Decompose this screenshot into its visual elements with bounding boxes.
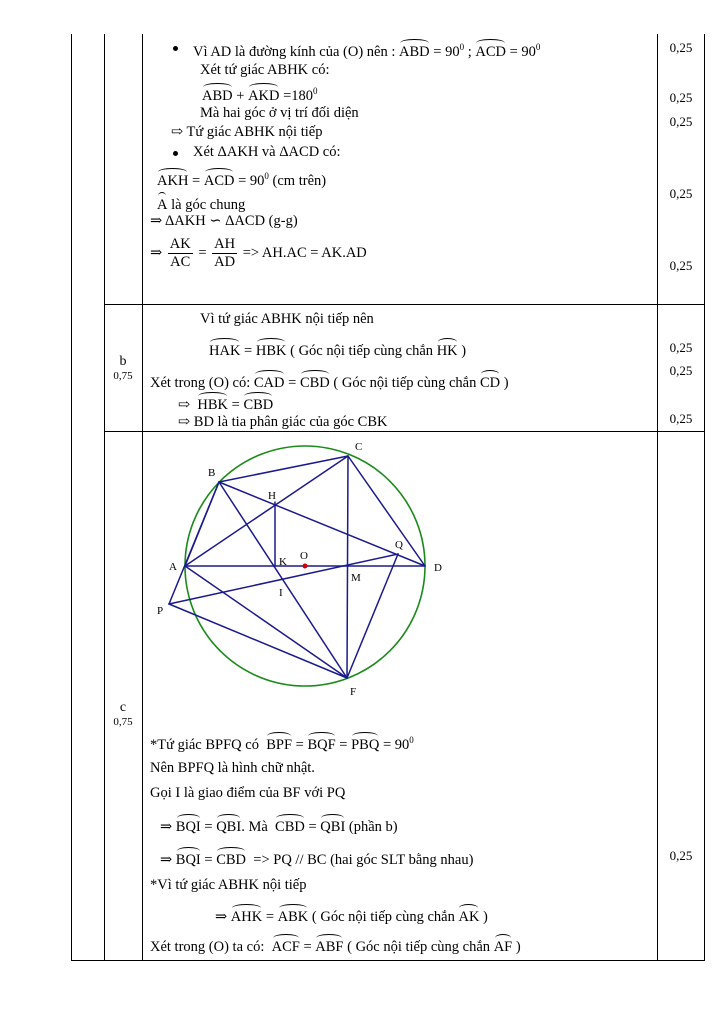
part-a-line-10: ⇒ $\frac{AK}{AC}$ = $\frac{AH}{AD}$ => AH.AC = AK.AD <box>150 236 367 270</box>
angle: AKH <box>157 168 188 190</box>
part-a-line-5: ⇨ Tứ giác ABHK nội tiếp <box>171 124 323 140</box>
part-b-line-1: Vì tứ giác ABHK nội tiếp nên <box>200 311 374 327</box>
score: 0,25 <box>669 90 693 105</box>
angle: HBK <box>197 392 228 414</box>
segment-pf <box>169 604 347 678</box>
arrow-right-icon: ⇨ <box>178 414 191 430</box>
label-f: F <box>350 686 357 696</box>
segment-bd <box>219 482 425 566</box>
angle: AKD <box>248 83 279 105</box>
score: 0,25 <box>669 186 693 201</box>
label-k: K <box>279 556 287 568</box>
part-a-line-2: Xét tứ giác ABHK có: <box>200 62 330 78</box>
label-d: D <box>434 562 442 574</box>
score: 0,25 <box>669 340 693 355</box>
score: 0,25 <box>669 848 693 863</box>
label-a: A <box>169 561 177 573</box>
part-c-line-6: *Vì tứ giác ABHK nội tiếp <box>150 877 307 893</box>
part-c-line-8: Xét trong (O) ta có: ACF = ABF ( Góc nội tiếp cùng chắn AF ) <box>150 934 521 956</box>
angle: BQF <box>307 732 335 754</box>
table-divider-3 <box>657 34 658 961</box>
table-divider-2 <box>142 34 143 961</box>
arrow-right-icon: ⇨ <box>171 124 184 140</box>
angle: ABK <box>278 904 309 926</box>
arrow-right-icon: ⇨ <box>178 397 191 413</box>
part-a-line-9: ⇒ ΔAKH ∽ ΔACD (g-g) <box>150 213 298 229</box>
row-divider-bc <box>104 431 705 432</box>
part-c-line-1: *Tứ giác BPFQ có BPF = BQF = PBQ = $90^0$ <box>150 731 414 754</box>
angle: ABD <box>399 39 430 61</box>
part-b-line-2: HAK = HBK ( Góc nội tiếp cùng chắn HK ) <box>209 338 466 360</box>
label-m: M <box>351 572 361 584</box>
score: 0,25 <box>669 40 693 55</box>
score: 0,25 <box>669 114 693 129</box>
score: 0,25 <box>669 363 693 378</box>
angle: BQI <box>176 814 201 836</box>
angle: ACF <box>272 934 300 956</box>
part-a-line-6: Xét ΔAKH và ΔACD có: <box>193 144 341 160</box>
part-a-line-4: Mà hai góc ở vị trí đối diện <box>200 105 359 121</box>
angle: ABD <box>202 83 233 105</box>
label-h: H <box>268 490 276 502</box>
angle: QBI <box>320 814 345 836</box>
score: 0,25 <box>669 258 693 273</box>
arc: HK <box>437 338 458 360</box>
angle: PBQ <box>351 732 379 754</box>
label-p: P <box>157 605 164 617</box>
table-border-right <box>704 34 705 961</box>
part-c-label: c 0,75 <box>113 700 133 728</box>
bullet <box>173 46 178 51</box>
angle: BQI <box>176 847 201 869</box>
score: 0,25 <box>669 411 693 426</box>
angle: CBD <box>275 814 305 836</box>
label-c: C <box>355 441 363 453</box>
part-b-line-5: ⇨ BD là tia phân giác của góc CBK <box>178 414 388 430</box>
row-divider-ab <box>104 304 705 305</box>
arc: AF <box>494 934 513 956</box>
angle: AHK <box>231 904 262 926</box>
angle: HAK <box>209 338 240 360</box>
part-a-line-1: Vì AD là đường kính của (O) nên : ABD = $90^0$ ; ACD = $90^0$ <box>193 38 540 61</box>
angle: HBK <box>256 338 287 360</box>
label-q: Q <box>395 539 403 551</box>
angle: ABF <box>315 934 343 956</box>
angle: A <box>157 192 167 214</box>
label-b: B <box>208 467 216 479</box>
part-c-line-5: ⇒ BQI = CBD => PQ // BC (hai góc SLT bằng nhau) <box>160 847 473 869</box>
part-b-line-3: Xét trong (O) có: CAD = CBD ( Góc nội tiếp cùng chắn CD ) <box>150 370 509 392</box>
angle: CBD <box>300 370 330 392</box>
angle: ACD <box>475 39 506 61</box>
label-o: O <box>300 550 308 562</box>
part-b-label: b 0,75 <box>113 354 133 382</box>
part-c-line-3: Gọi I là giao điểm của BF với PQ <box>150 785 346 801</box>
part-c-line-2: Nên BPFQ là hình chữ nhật. <box>150 760 315 776</box>
fraction: $\frac{AK}{AC}$ <box>169 236 191 270</box>
part-a-line-7: AKH = ACD = $90^0$ (cm trên) <box>157 167 326 190</box>
angle: BPF <box>266 732 292 754</box>
arc: CD <box>480 370 500 392</box>
segment-cf <box>347 456 348 678</box>
angle: CBD <box>216 847 246 869</box>
part-a-line-3: ABD + AKD $=180^0$ <box>202 82 318 105</box>
table-border-bottom <box>71 960 705 961</box>
part-b-line-4: ⇨ HBK = CBD <box>178 392 273 414</box>
part-c-line-4: ⇒ BQI = QBI. Mà CBD = QBI (phần b) <box>160 814 398 836</box>
fraction: $\frac{AH}{AD}$ <box>214 236 236 270</box>
angle: QBI <box>216 814 241 836</box>
center-point <box>303 564 308 569</box>
segment-bf <box>219 482 347 678</box>
segment-bp <box>169 482 219 604</box>
bullet <box>173 151 178 156</box>
geometry-figure <box>155 436 445 696</box>
angle: ACD <box>204 168 235 190</box>
table-divider-1 <box>104 34 105 961</box>
arc: AK <box>458 904 479 926</box>
label-i: I <box>279 587 283 599</box>
part-c-line-7: ⇒ AHK = ABK ( Góc nội tiếp cùng chắn AK ) <box>215 904 488 926</box>
part-a-line-8: A là góc chung <box>157 192 245 214</box>
angle: CBD <box>243 392 273 414</box>
angle: CAD <box>254 370 285 392</box>
table-border-left <box>71 34 72 961</box>
